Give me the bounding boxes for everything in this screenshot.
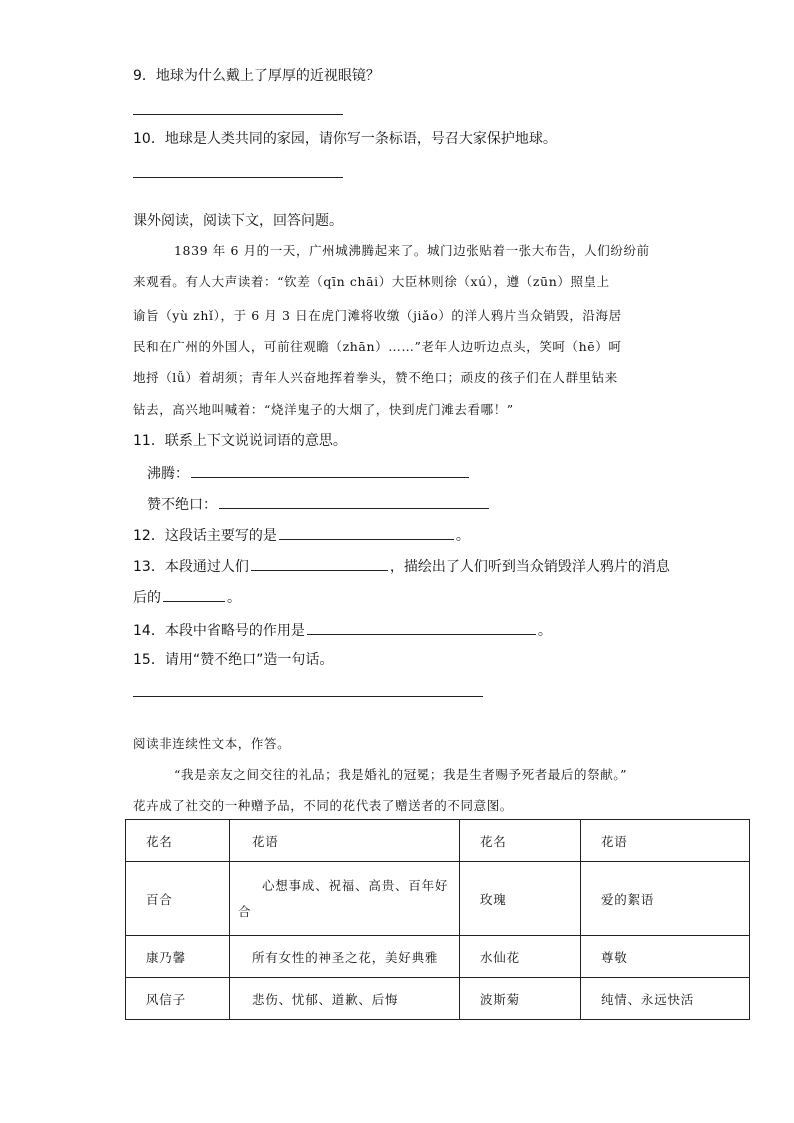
table-header: 花名 xyxy=(460,820,581,862)
passage-line: 1839 年 6 月的一天，广州城沸腾起来了。城门边张贴着一张大布告，人们纷纷前 xyxy=(174,243,650,258)
question-10: 10．地球是人类共同的家园，请你写一条标语，号召大家保护地球。 xyxy=(133,131,557,147)
passage-line: 谕旨（yù zhǐ），于 6 月 3 日在虎门滩将收缴（jiǎo）的洋人鸦片当众销毁，沿海居 xyxy=(133,308,622,323)
question-13 xyxy=(133,556,670,576)
answer-blank[interactable] xyxy=(191,463,469,478)
answer-blank[interactable] xyxy=(163,587,225,602)
question-9: 9．地球为什么戴上了厚厚的近视眼镜？ xyxy=(133,68,380,84)
table-cell: 悲伤、忧郁、道歉、后悔 xyxy=(230,978,460,1020)
table-cell: 水仙花 xyxy=(460,936,581,978)
question-text: 12．这段话主要写的是 xyxy=(133,528,277,544)
answer-blank[interactable] xyxy=(307,620,536,635)
passage-line: 钻去，高兴地叫喊着：“烧洋鬼子的大烟了，快到虎门滩去看哪！” xyxy=(133,402,514,417)
quote: “我是亲友之间交往的礼品；我是婚礼的冠冕；我是生者赐予死者最后的祭献。” xyxy=(174,767,628,782)
table-cell: 尊敬 xyxy=(581,936,750,978)
table-cell: 波斯菊 xyxy=(460,978,581,1020)
table-row xyxy=(126,862,750,936)
answer-line-9 xyxy=(133,114,343,115)
table-header-row xyxy=(126,820,750,862)
question-13-line-2 xyxy=(133,587,241,607)
table-cell: 爱的絮语 xyxy=(581,862,750,936)
flower-language-table xyxy=(125,819,750,1020)
passage-line: 来观看。有人大声读着：“钦差（qīn chāi）大臣林则徐（xú），遵（zūn）照皇上 xyxy=(133,274,610,289)
table-cell: 所有女性的神圣之花，美好典雅 xyxy=(230,936,460,978)
answer-blank[interactable] xyxy=(251,556,388,571)
question-15: 15．请用“赞不绝口”造一句话。 xyxy=(133,652,334,668)
section-nonlinear-intro: 阅读非连续性文本，作答。 xyxy=(133,736,291,751)
question-14 xyxy=(133,620,552,640)
question-text: 13．本段通过人们 xyxy=(133,559,249,575)
question-text: 。 xyxy=(537,623,552,639)
question-12 xyxy=(133,525,470,545)
table-header: 花语 xyxy=(230,820,460,862)
section-reading-intro: 课外阅读，阅读下文，回答问题。 xyxy=(133,213,343,229)
table-row xyxy=(126,978,750,1020)
passage-line: 地捋（lǚ）着胡须；青年人兴奋地挥着拳头，赞不绝口；顽皮的孩子们在人群里钻来 xyxy=(133,370,618,385)
table-cell: 玫瑰 xyxy=(460,862,581,936)
question-11-word-2 xyxy=(147,494,491,514)
table-row xyxy=(126,936,750,978)
answer-line-10 xyxy=(133,177,343,178)
table-cell: 康乃馨 xyxy=(126,936,230,978)
table-cell: 百合 xyxy=(126,862,230,936)
question-text: 。 xyxy=(455,528,470,544)
flower-intro: 花卉成了社交的一种赠予品，不同的花代表了赠送者的不同意图。 xyxy=(133,798,513,813)
word-label: 赞不绝口： xyxy=(147,497,217,513)
word-label: 沸腾： xyxy=(147,466,189,482)
table-header: 花语 xyxy=(581,820,750,862)
question-text: ，描绘出了人们听到当众销毁洋人鸦片的消息 xyxy=(389,559,670,575)
question-11: 11．联系上下文说说词语的意思。 xyxy=(133,433,347,449)
question-text: 后的 xyxy=(133,590,161,606)
table-cell: 心想事成、祝福、高贵、百年好合 xyxy=(230,862,460,936)
answer-blank[interactable] xyxy=(279,525,454,540)
table-header: 花名 xyxy=(126,820,230,862)
question-text: 。 xyxy=(227,590,241,606)
table-cell: 风信子 xyxy=(126,978,230,1020)
question-11-word-1 xyxy=(147,463,471,483)
passage-line: 民和在广州的外国人，可前往观瞻（zhān）……”老年人边听边点头，笑呵（hē）呵 xyxy=(133,339,622,354)
question-text: 14．本段中省略号的作用是 xyxy=(133,623,305,639)
answer-line-15 xyxy=(133,696,483,697)
table-cell: 纯情、永远快活 xyxy=(581,978,750,1020)
answer-blank[interactable] xyxy=(219,494,489,509)
